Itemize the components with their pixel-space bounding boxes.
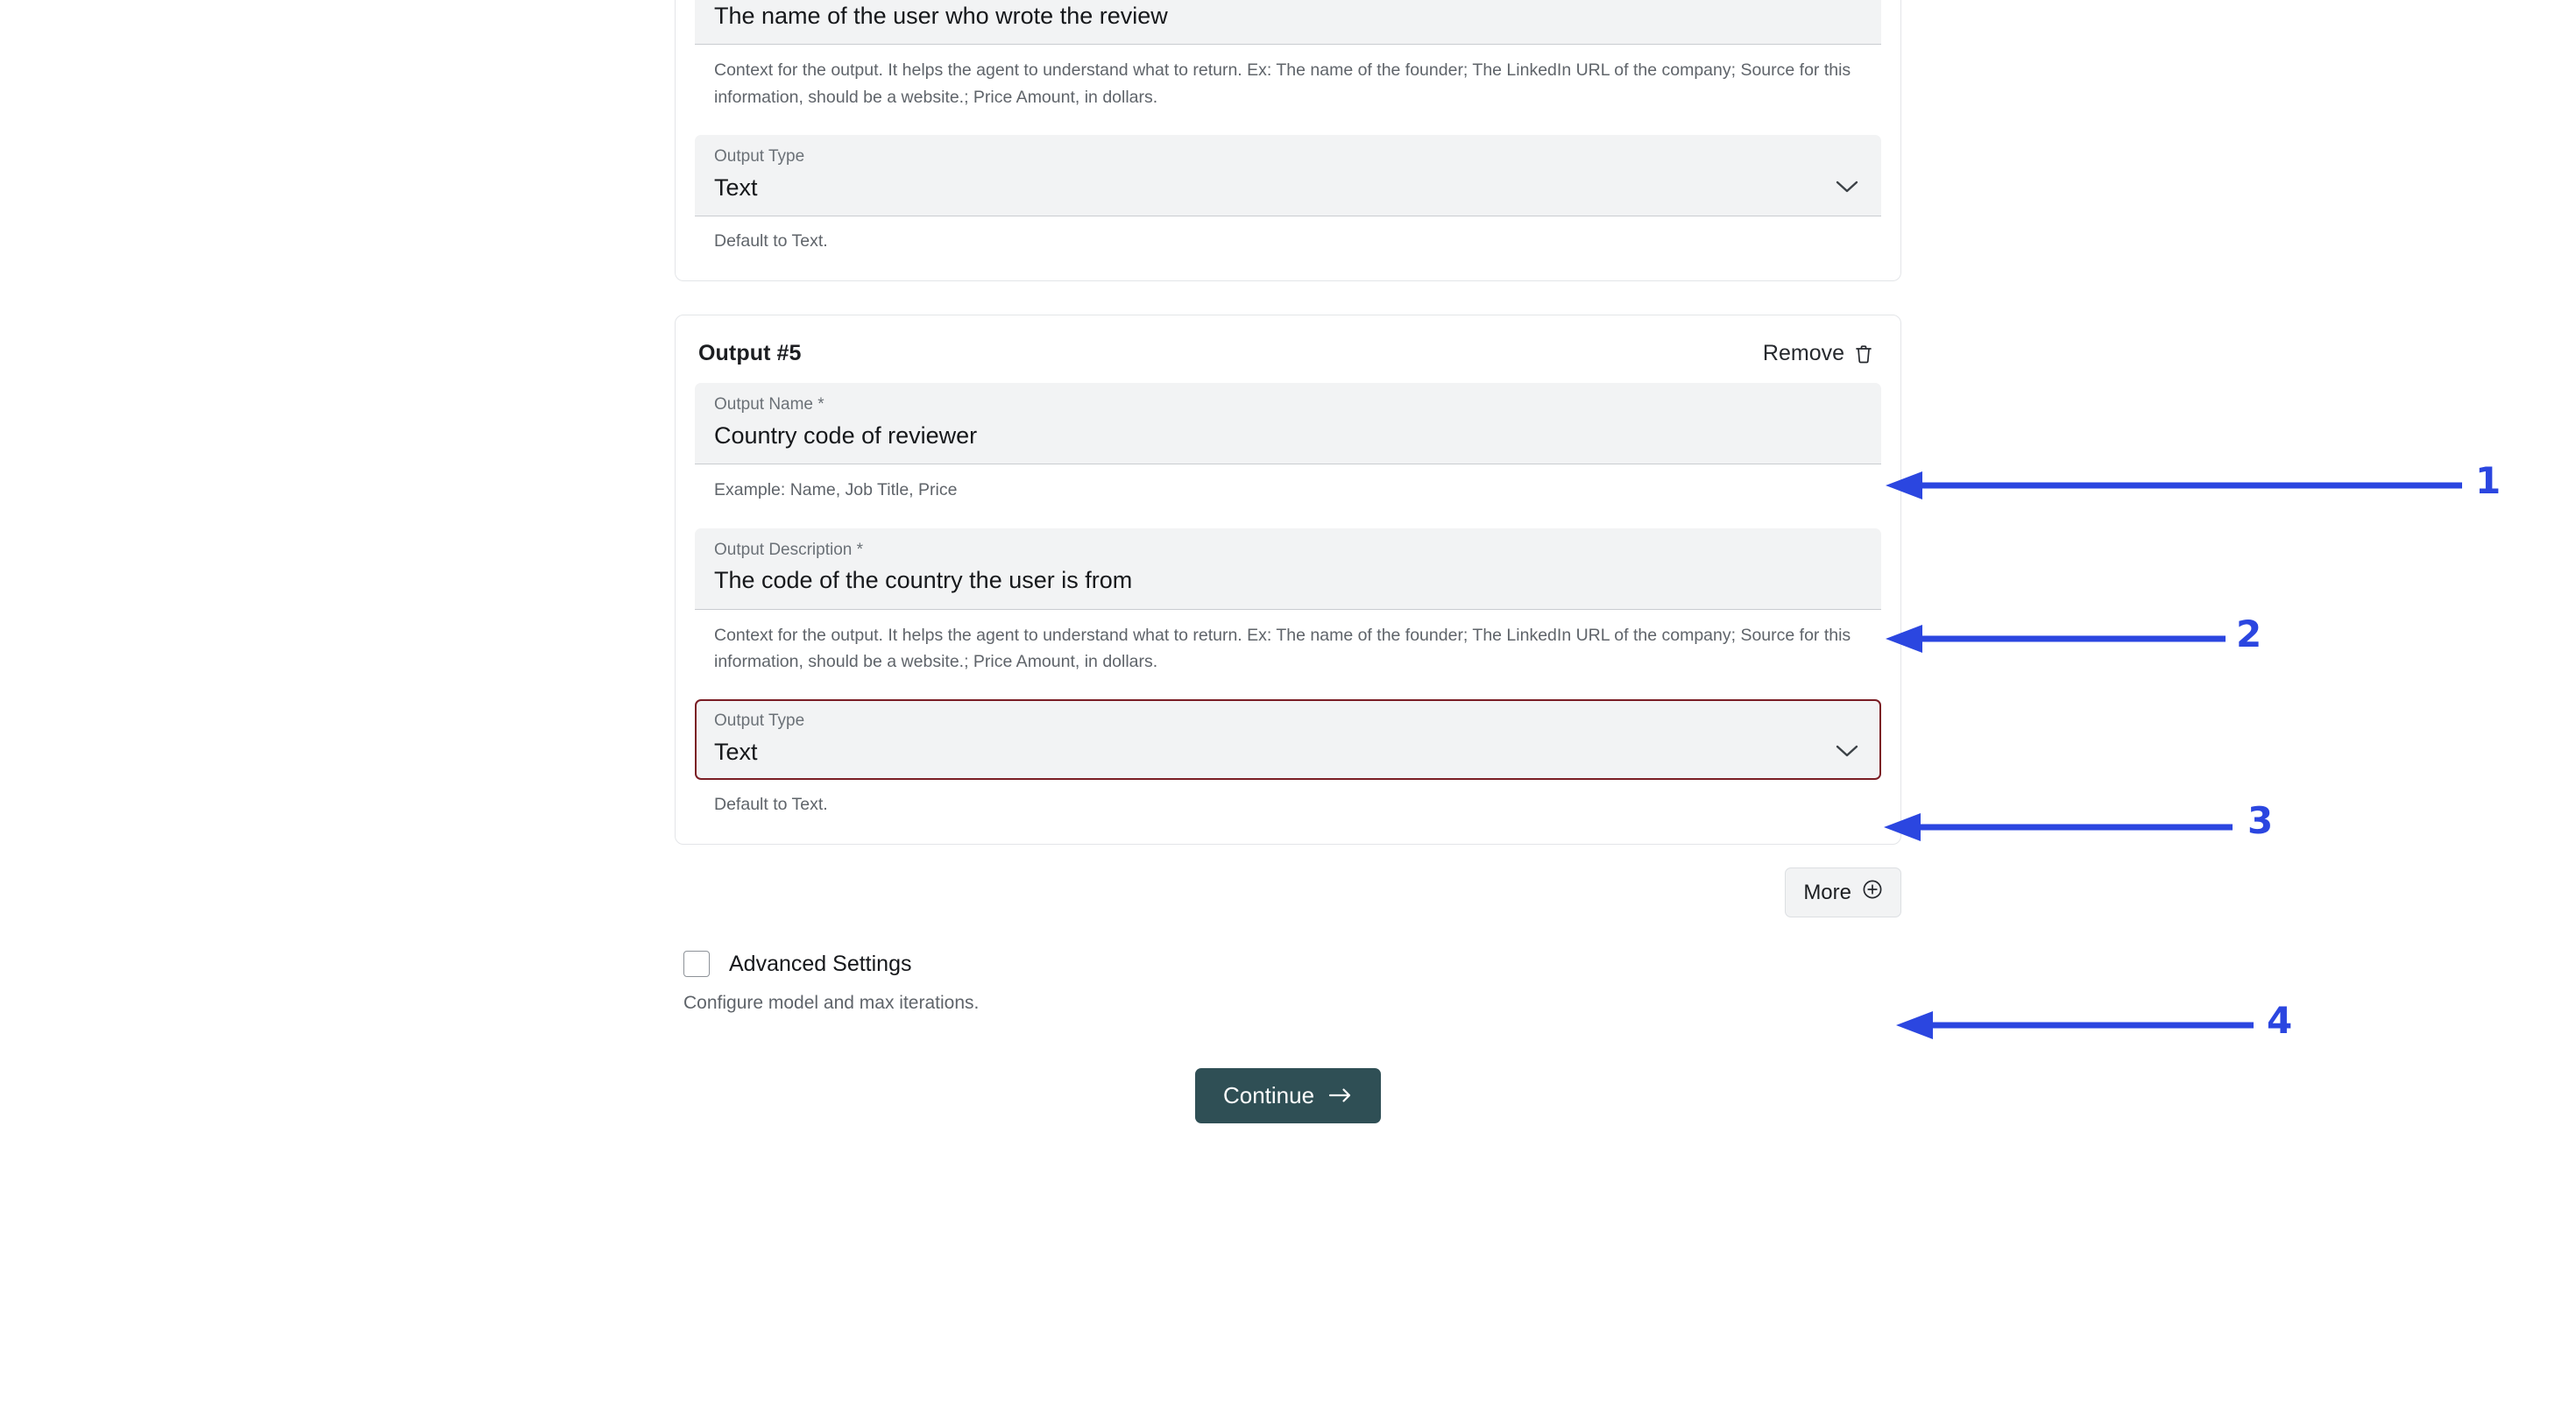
advanced-settings-helper: Configure model and max iterations. — [683, 993, 980, 1014]
trash-icon — [1855, 344, 1872, 364]
annotation-number-2: 2 — [2236, 612, 2262, 655]
annotation-arrow-1 — [1884, 470, 2471, 501]
continue-label: Continue — [1222, 1082, 1315, 1109]
output-card-4 — [675, 0, 1901, 281]
chevron-down-icon — [1836, 744, 1858, 762]
chevron-down-icon — [1836, 180, 1858, 198]
output-name-label-5: Output Name * — [714, 395, 824, 414]
output-type-select-5[interactable] — [695, 699, 1881, 780]
advanced-settings-label: Advanced Settings — [729, 951, 912, 976]
output-type-label-5: Output Type — [714, 712, 805, 731]
output-description-label-5: Output Description * — [714, 540, 864, 559]
output-type-helper-4: Default to Text. — [714, 231, 828, 251]
spacer — [695, 110, 1881, 135]
output-type-select-4[interactable] — [695, 135, 1881, 216]
spacer — [695, 675, 1881, 699]
remove-output-button-5[interactable] — [1758, 340, 1878, 367]
output-name-value-4: The name of the user who wrote the review — [714, 3, 1168, 29]
annotation-number-1: 1 — [2475, 459, 2502, 502]
output-type-value-5: Text — [714, 738, 758, 765]
output-description-helper-4: Context for the output. It helps the agent to understand what to return. Ex: The name of the founder; The LinkedIn URL of the company; Source for this information, should be a website.; Price Amount, in dollars. — [714, 60, 1851, 107]
output-description-helper-5: Context for the output. It helps the agent to understand what to return. Ex: The name of the founder; The LinkedIn URL of the company; Source for this information, should be a website.; Price Amount, in dollars. — [714, 625, 1851, 671]
annotation-arrow-3 — [1882, 811, 2241, 843]
annotation-number-4: 4 — [2267, 999, 2293, 1042]
output-type-helper-5: Default to Text. — [714, 795, 828, 815]
output-description-field-5[interactable] — [695, 528, 1881, 610]
output-name-field-5[interactable] — [695, 383, 1881, 464]
annotation-arrow-4 — [1894, 1009, 2262, 1041]
output-card-5 — [675, 315, 1901, 845]
continue-button[interactable] — [1195, 1068, 1381, 1123]
annotation-arrow-2 — [1884, 623, 2234, 655]
remove-label: Remove — [1762, 341, 1844, 366]
annotation-number-3: 3 — [2247, 799, 2274, 842]
output-form-column — [675, 0, 1901, 1123]
output-name-value-5: Country code of reviewer — [714, 421, 978, 449]
continue-row — [675, 1014, 1901, 1123]
advanced-settings-checkbox[interactable] — [683, 951, 710, 977]
output-card-title-5: Output #5 — [698, 341, 802, 366]
output-name-field-4[interactable] — [695, 0, 1881, 45]
arrow-right-icon — [1328, 1082, 1353, 1109]
output-type-value-4: Text — [714, 173, 758, 201]
more-label: More — [1803, 880, 1851, 904]
output-description-value-5: The code of the country the user is from — [714, 567, 1133, 594]
plus-circle-icon — [1862, 879, 1883, 906]
output-type-label-4: Output Type — [714, 146, 805, 166]
output-name-helper-5: Example: Name, Job Title, Price — [714, 480, 958, 500]
output-card-header-5 — [695, 315, 1881, 383]
more-button[interactable] — [1785, 867, 1901, 917]
advanced-settings-section — [675, 917, 1901, 1014]
more-row — [675, 845, 1901, 917]
spacer — [695, 504, 1881, 528]
